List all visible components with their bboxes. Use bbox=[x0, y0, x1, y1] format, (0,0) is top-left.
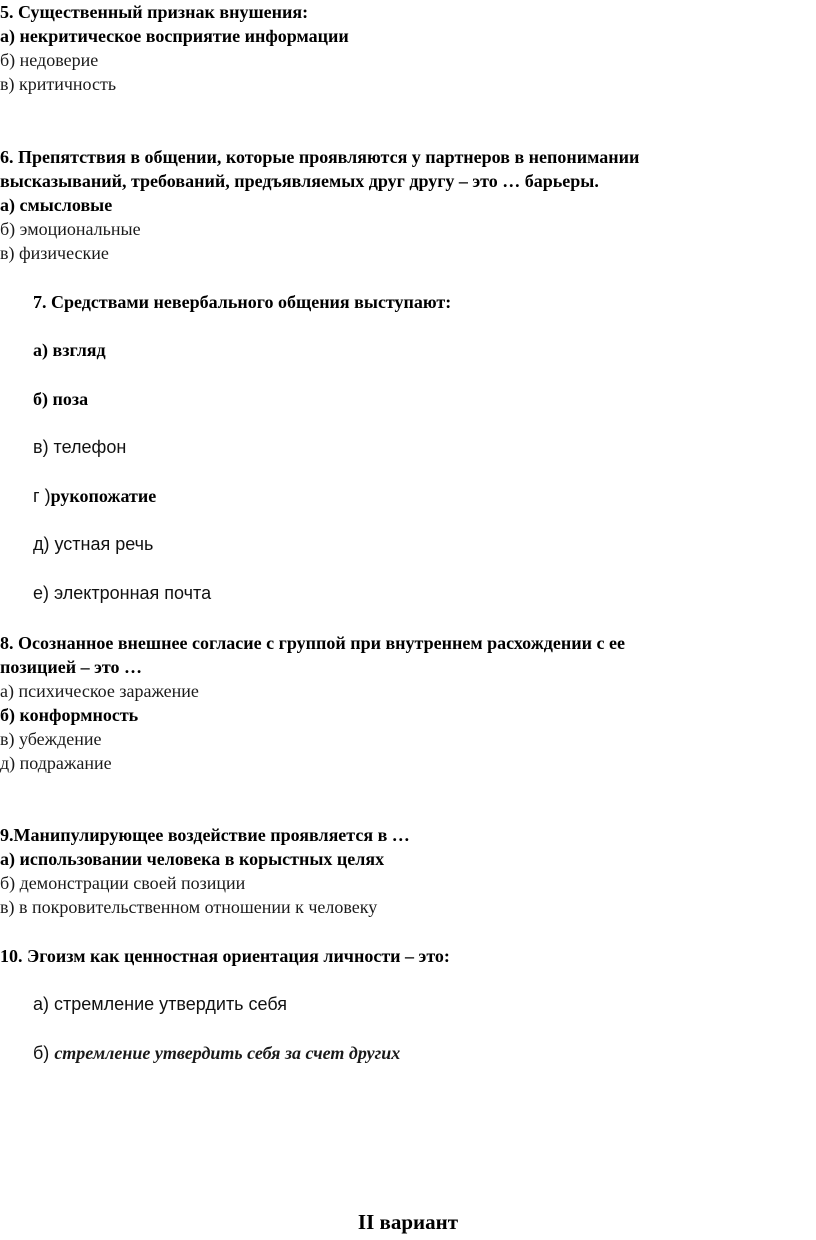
question-5-answer-b: б) недоверие bbox=[0, 50, 99, 70]
question-7-answer-c: в) телефон bbox=[33, 437, 127, 457]
question-7-answer-d-text: рукопожатие bbox=[50, 486, 157, 506]
question-10-answer-b bbox=[33, 1041, 400, 1065]
question-9-text: 9.Манипулирующее воздействие проявляется в … bbox=[0, 825, 410, 845]
variant-heading: II вариант bbox=[357, 1210, 459, 1234]
question-9-answer-a: а) использовании человека в корыстных целях bbox=[0, 849, 385, 869]
question-10-answer-b-text: стремление утвердить себя за счет других bbox=[54, 1043, 401, 1063]
question-6-text-line1: 6. Препятствия в общении, которые проявляются у партнеров в непонимании bbox=[0, 147, 640, 167]
question-9-answer-b: б) демонстрации своей позиции bbox=[0, 873, 246, 893]
question-7-answer-d-prefix: г ) bbox=[33, 486, 51, 506]
question-5-answer-a: а) некритическое восприятие информации bbox=[0, 26, 349, 46]
question-6-answer-c: в) физические bbox=[0, 243, 109, 263]
question-7-answer-e: д) устная речь bbox=[33, 534, 154, 554]
question-7-answer-d bbox=[33, 484, 156, 508]
question-8-answer-c: в) убеждение bbox=[0, 729, 102, 749]
question-8-answer-a: а) психическое заражение bbox=[0, 681, 199, 701]
question-5-answer-c: в) критичность bbox=[0, 74, 117, 94]
question-7-answer-b: б) поза bbox=[33, 389, 89, 409]
question-10-answer-b-prefix: б) bbox=[33, 1043, 55, 1063]
question-7-text: 7. Средствами невербального общения выступают: bbox=[33, 292, 452, 312]
question-8-text-line2: позицией – это … bbox=[0, 657, 142, 677]
question-10-text: 10. Эгоизм как ценностная ориентация личности – это: bbox=[0, 946, 450, 966]
question-10-answer-a: а) стремление утвердить себя bbox=[33, 994, 288, 1014]
question-7-answer-f: е) электронная почта bbox=[33, 583, 212, 603]
question-8-answer-d: д) подражание bbox=[0, 753, 112, 773]
question-8-text-line1: 8. Осознанное внешнее согласие с группой при внутреннем расхождении с ее bbox=[0, 633, 625, 653]
question-6-answer-a: а) смысловые bbox=[0, 195, 113, 215]
question-9-answer-c: в) в покровительственном отношении к человеку bbox=[0, 897, 378, 917]
question-7-answer-a: а) взгляд bbox=[33, 340, 106, 360]
question-8-answer-b: б) конформность bbox=[0, 705, 139, 725]
question-6-text-line2: высказываний, требований, предъявляемых друг другу – это … барьеры. bbox=[0, 171, 599, 191]
question-6-answer-b: б) эмоциональные bbox=[0, 219, 141, 239]
question-5-text: 5. Существенный признак внушения: bbox=[0, 2, 309, 22]
